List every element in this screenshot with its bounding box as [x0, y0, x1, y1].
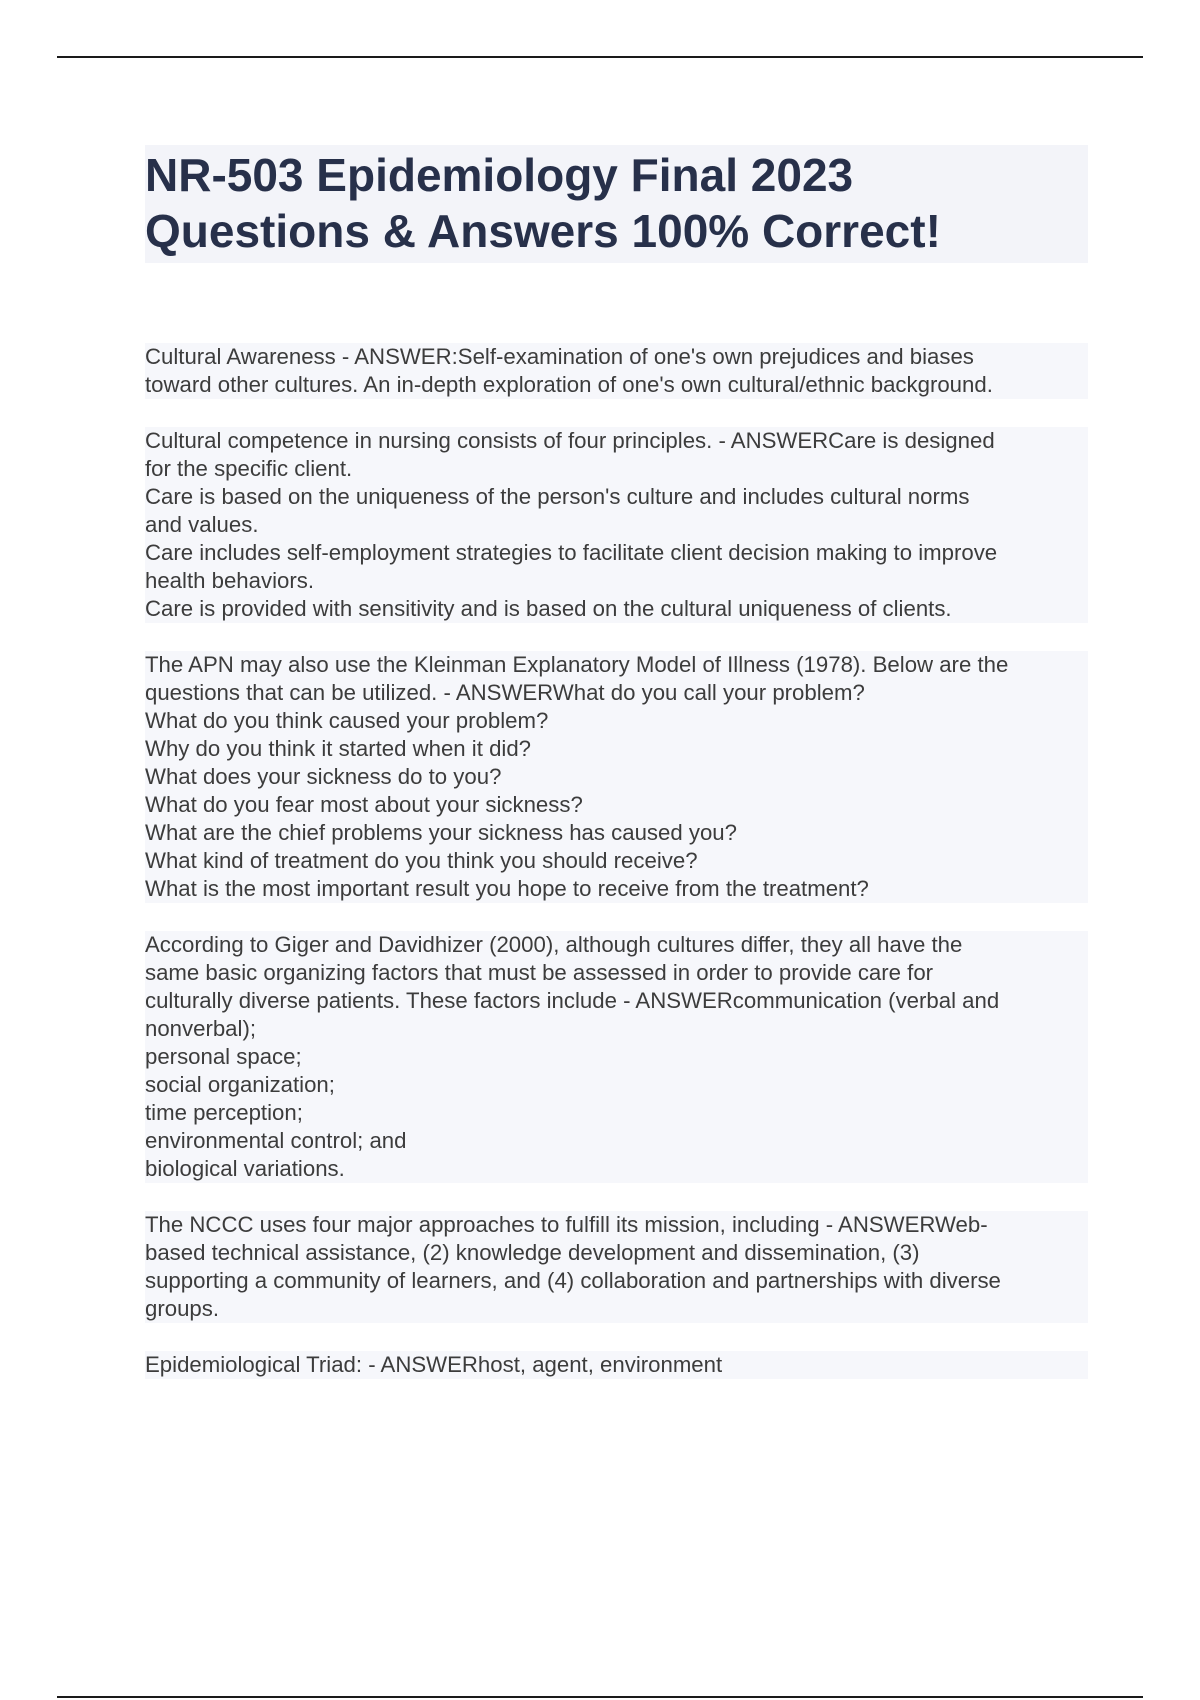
qa-entry: [145, 651, 1088, 903]
qa-text-line: groups.: [145, 1296, 220, 1321]
qa-text-line: supporting a community of learners, and (4) collaboration and partnerships with diverse: [145, 1268, 1001, 1293]
qa-text-line: What do you fear most about your sickness?: [145, 792, 583, 817]
qa-text-line: health behaviors.: [145, 568, 314, 593]
bottom-rule: [57, 1696, 1143, 1698]
qa-entry: [145, 427, 1088, 623]
qa-text-line: for the specific client.: [145, 456, 353, 481]
qa-text-line: Cultural Awareness - ANSWER:Self-examination of one's own prejudices and biases: [145, 344, 974, 369]
qa-text-line: environmental control; and: [145, 1128, 407, 1153]
qa-text-line: biological variations.: [145, 1156, 345, 1181]
qa-text-line: toward other cultures. An in-depth exploration of one's own cultural/ethnic background.: [145, 372, 993, 397]
qa-entry: [145, 343, 1088, 399]
qa-text-line: What kind of treatment do you think you should receive?: [145, 848, 698, 873]
title-line-1: NR-503 Epidemiology Final 2023: [145, 149, 854, 201]
qa-text-line: social organization;: [145, 1072, 335, 1097]
qa-text-line: Care is based on the uniqueness of the person's culture and includes cultural norms: [145, 484, 970, 509]
qa-text-line: What is the most important result you hope to receive from the treatment?: [145, 876, 869, 901]
qa-text-line: personal space;: [145, 1044, 302, 1069]
qa-text-line: The APN may also use the Kleinman Explanatory Model of Illness (1978). Below are the: [145, 652, 1009, 677]
qa-text-line: What do you think caused your problem?: [145, 708, 549, 733]
title-line-2: Questions & Answers 100% Correct!: [145, 205, 941, 257]
qa-text-line: Care includes self-employment strategies to facilitate client decision making to improve: [145, 540, 998, 565]
qa-text-line: Epidemiological Triad: - ANSWERhost, agent, environment: [145, 1352, 723, 1377]
qa-text-line: The NCCC uses four major approaches to fulfill its mission, including - ANSWERWeb-: [145, 1212, 988, 1237]
qa-text-line: What are the chief problems your sickness has caused you?: [145, 820, 737, 845]
qa-list: [145, 343, 1088, 1379]
top-rule: [57, 56, 1143, 58]
document-body: [145, 145, 1088, 1407]
qa-text-line: According to Giger and Davidhizer (2000), although cultures differ, they all have the: [145, 932, 963, 957]
qa-entry: [145, 1351, 1088, 1379]
qa-text-line: questions that can be utilized. - ANSWERWhat do you call your problem?: [145, 680, 865, 705]
title-block: [145, 145, 1088, 263]
qa-text-line: and values.: [145, 512, 259, 537]
qa-text-line: Why do you think it started when it did?: [145, 736, 532, 761]
page-title: [145, 147, 1088, 259]
qa-text-line: What does your sickness do to you?: [145, 764, 502, 789]
qa-text-line: nonverbal);: [145, 1016, 257, 1041]
qa-text-line: culturally diverse patients. These factors include - ANSWERcommunication (verbal and: [145, 988, 1000, 1013]
qa-text-line: Cultural competence in nursing consists of four principles. - ANSWERCare is designed: [145, 428, 995, 453]
qa-entry: [145, 931, 1088, 1183]
qa-text-line: same basic organizing factors that must be assessed in order to provide care for: [145, 960, 934, 985]
qa-text-line: time perception;: [145, 1100, 303, 1125]
qa-text-line: Care is provided with sensitivity and is based on the cultural uniqueness of clients.: [145, 596, 952, 621]
qa-text-line: based technical assistance, (2) knowledge development and dissemination, (3): [145, 1240, 920, 1265]
qa-entry: [145, 1211, 1088, 1323]
